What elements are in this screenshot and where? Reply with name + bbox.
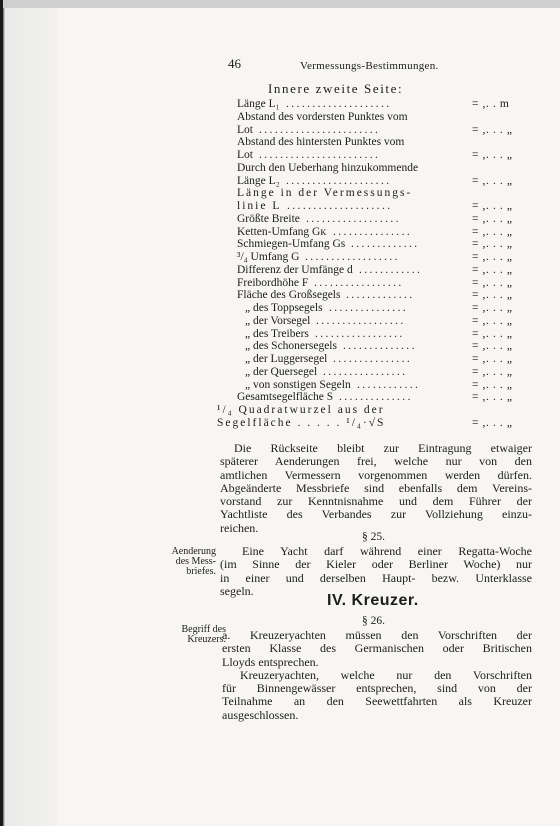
- margin-note-line: briefes.: [186, 566, 216, 577]
- table-row: [217, 416, 544, 430]
- table-row: [237, 226, 544, 239]
- row-fill-blank: = ,. . . „: [472, 276, 513, 289]
- row-fill-blank: = ,. . . „: [472, 263, 513, 276]
- table-row: [237, 302, 544, 315]
- row-label: Abstand des hintersten Punktes vom: [237, 136, 405, 149]
- table-row: [237, 328, 544, 341]
- page-top-edge: [0, 0, 560, 8]
- row-fill-blank: = ,. . m: [472, 98, 510, 110]
- text-line: späterer Aenderungen frei, welche nur von den: [220, 454, 532, 469]
- row-fill-blank: = ,. . . „: [472, 365, 513, 378]
- row-fill-blank: = ,. . . „: [472, 251, 513, 263]
- leader-dots: .......................: [259, 149, 381, 161]
- table-row: [237, 98, 544, 111]
- row-fill-blank: = ,. . . „: [472, 238, 513, 251]
- row-label: Lot: [237, 123, 253, 136]
- row-label: Freibordhöhe F: [237, 276, 309, 289]
- text-line: ersten Klasse des Germanischen oder Britischen: [222, 641, 532, 656]
- row-label: Länge L₁: [237, 98, 280, 110]
- table-row: [237, 366, 544, 379]
- table-row: [237, 111, 544, 124]
- text-line: segeln.: [220, 583, 254, 598]
- row-label: Fläche des Großsegels: [237, 289, 341, 302]
- row-label: Gesamtsegelfläche S: [237, 391, 334, 404]
- row-fill-blank: = ,. . . „: [472, 174, 513, 187]
- row-fill-blank: = ,. . . „: [472, 200, 513, 212]
- leader-dots: ............: [357, 378, 421, 391]
- margin-note-aenderung: [154, 547, 216, 577]
- page-binding-shadow: [0, 0, 58, 826]
- leader-dots: ...............: [333, 225, 413, 238]
- row-fill-blank: = ,. . . „: [472, 340, 513, 353]
- row-fill-blank: = ,. . . „: [472, 391, 513, 404]
- table-row: [237, 391, 544, 404]
- leader-dots: .................: [316, 314, 406, 327]
- leader-dots: .................: [315, 327, 405, 340]
- table-row: [237, 149, 544, 162]
- table-row: [237, 251, 544, 264]
- leader-dots: ....................: [287, 200, 393, 212]
- table-row: [237, 162, 544, 175]
- text-line: (im Sinne der Kieler oder Berliner Woche) nur: [220, 557, 532, 572]
- row-label: Durch den Ueberhang hinzukommende: [237, 161, 419, 174]
- table-row: [237, 289, 544, 302]
- table-row: [237, 213, 544, 226]
- section-25-text: [220, 545, 532, 598]
- table-row: [237, 340, 544, 353]
- margin-note-line: des Mess-: [175, 556, 216, 567]
- margin-note-line: Begriff des: [181, 624, 226, 635]
- text-line: vorstand zur Kenntnisnahme und dem Führer der: [220, 494, 532, 509]
- leader-dots: ..................: [305, 251, 400, 263]
- leader-dots: ....................: [286, 98, 392, 110]
- row-label: Lot: [237, 149, 253, 161]
- margin-note-line: Aenderung: [171, 546, 216, 557]
- text-line: reichen.: [220, 520, 259, 535]
- row-label: linie L: [237, 200, 282, 212]
- row-label: „ der Quersegel: [245, 365, 318, 378]
- table-row: [237, 277, 544, 290]
- row-label: „ der Luggersegel: [245, 353, 328, 365]
- leader-dots: ..................: [306, 212, 401, 225]
- leader-dots: ............: [359, 263, 423, 276]
- table-row: [237, 175, 544, 188]
- row-fill-blank: = ,. . . „: [472, 123, 513, 136]
- leader-dots: ....................: [286, 174, 392, 187]
- chapter-heading: IV. Kreuzer.: [327, 592, 419, 609]
- table-row: [237, 187, 544, 200]
- row-fill-blank: = ,. . . „: [472, 212, 513, 225]
- leader-dots: ................: [323, 365, 408, 378]
- row-label: Größte Breite: [237, 212, 300, 225]
- page-left-edge: [0, 0, 3, 826]
- text-line: amtlichen Vermessern vorgenommen werden dürfen.: [220, 467, 532, 482]
- table-row: [237, 238, 544, 251]
- text-line: Die Rückseite bleibt zur Eintragung etwaiger: [234, 441, 532, 455]
- running-head: Vermessungs-Bestimmungen.: [300, 60, 439, 72]
- leader-dots: .......................: [259, 123, 381, 136]
- row-fill-blank: = ,. . . „: [472, 302, 513, 314]
- text-line: Lloyds entsprechen.: [222, 654, 319, 669]
- row-label: „ von sonstigen Segeln: [245, 378, 351, 391]
- table-row: [237, 379, 544, 392]
- row-fill-blank: = ,. . . „: [472, 225, 513, 238]
- row-label: Schmiegen-Umfang Gs: [237, 238, 346, 251]
- text-line: in einer und derselben Haupt- bezw. Unterklasse: [220, 570, 532, 585]
- row-fill-blank: = ,. . . „: [472, 327, 513, 340]
- table-row: [237, 353, 544, 366]
- row-fill-blank: = ,. . . „: [472, 314, 513, 327]
- row-fill-blank: = ,. . . „: [472, 353, 513, 365]
- row-label: Abstand des vordersten Punktes vom: [237, 110, 408, 123]
- row-label: ¹/₄ Quadratwurzel aus der: [217, 404, 385, 416]
- table-subtitle: Innere zweite Seite:: [268, 81, 404, 96]
- section-25-number: § 25.: [362, 531, 385, 543]
- row-label: „ des Treibers: [245, 327, 309, 340]
- row-label: Länge L₂: [237, 174, 280, 187]
- row-label: „ des Toppsegels: [245, 302, 323, 314]
- text-line: ausgeschlossen.: [222, 707, 299, 722]
- row-fill-blank: = ,. . . „: [472, 149, 513, 161]
- row-label: „ des Schonersegels: [245, 340, 337, 353]
- text-line: für Binnengewässer entsprechen, sind von der: [222, 681, 532, 696]
- leader-dots: ..............: [343, 340, 417, 353]
- table-row: [237, 136, 544, 149]
- leader-dots: .............: [351, 238, 420, 251]
- row-label: Länge in der Vermessungs-: [237, 187, 413, 200]
- paragraph-rueckseite: [220, 442, 532, 535]
- margin-note-begriff: [154, 625, 226, 645]
- row-label: ³/₄ Umfang G: [237, 251, 300, 263]
- row-label: „ der Vorsegel: [245, 314, 311, 327]
- table-row: [237, 264, 544, 277]
- leader-dots: .............: [346, 289, 415, 302]
- row-label: Segelfläche . . . . . ¹/₄·√S: [217, 416, 386, 429]
- table-row: [237, 315, 544, 328]
- row-label: Ketten-Umfang Gᴋ: [237, 225, 327, 238]
- table-row: [237, 200, 544, 213]
- leader-dots: .................: [314, 276, 404, 289]
- text-line: Abgeänderte Messbriefe sind ebenfalls dem Vereins-: [220, 480, 532, 495]
- leader-dots: ..............: [339, 391, 413, 404]
- row-fill-blank: = ,. . . „: [472, 378, 513, 391]
- row-fill-blank: = ,. . . „: [472, 416, 513, 429]
- row-fill-blank: = ,. . . „: [472, 289, 513, 302]
- page-number: 46: [228, 56, 241, 71]
- text-line: a. Kreuzeryachten müssen den Vorschriften der: [222, 628, 532, 642]
- leader-dots: ...............: [333, 353, 413, 365]
- section-26-number: § 26.: [362, 615, 385, 627]
- margin-note-line: Kreuzers.: [187, 634, 226, 645]
- text-line: Eine Yacht darf während einer Regatta-Woche: [242, 544, 532, 558]
- text-line: Yachtliste des Verbandes zur Vollziehung einzu-: [220, 507, 532, 522]
- text-line: Kreuzeryachten, welche nur den Vorschriften: [240, 667, 532, 682]
- section-26-text: [222, 629, 532, 722]
- table-row: [217, 404, 544, 417]
- row-label: Differenz der Umfänge d: [237, 263, 353, 276]
- table-row: [237, 124, 544, 137]
- text-line: Teilnahme an den Seewettfahrten als Kreuzer: [222, 694, 532, 709]
- leader-dots: ...............: [329, 302, 409, 314]
